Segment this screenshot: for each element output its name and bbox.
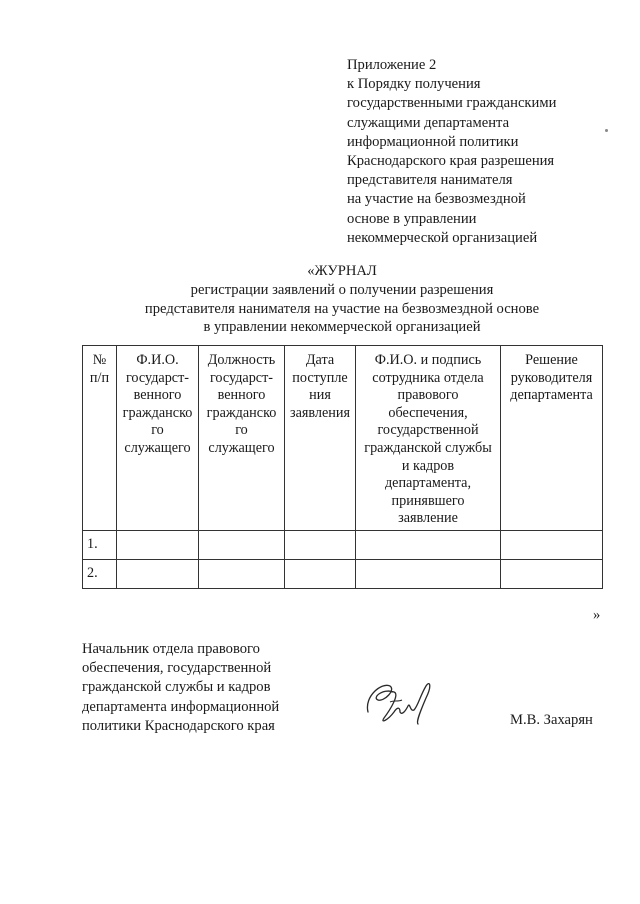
- table-cell: [117, 531, 199, 560]
- appendix-block: [347, 56, 627, 248]
- appendix-line: основе в управлении: [347, 210, 477, 227]
- signer-position-line: обеспечения, государственной: [82, 660, 272, 677]
- header-receipt-date: Дата поступле ния заявления: [285, 346, 356, 531]
- signer-position-line: департамента информационной: [82, 698, 280, 715]
- table-cell: [501, 560, 603, 589]
- journal-title-line: представителя нанимателя на участие на безвозмездной основе: [144, 300, 540, 317]
- header-head-decision: Решение руководителя департамента: [501, 346, 603, 531]
- table-cell: [356, 560, 501, 589]
- appendix-line: к Порядку получения: [347, 76, 481, 93]
- table-cell: [199, 560, 285, 589]
- scan-speck: [605, 129, 608, 132]
- appendix-line: на участие на безвозмездной: [347, 191, 526, 208]
- appendix-line: представителя нанимателя: [347, 172, 513, 189]
- appendix-line: служащими департамента: [347, 114, 510, 131]
- table-cell: [285, 560, 356, 589]
- appendix-line: Приложение 2: [347, 57, 437, 73]
- closing-quote: »: [593, 607, 601, 623]
- table-cell-number: 2.: [83, 560, 117, 589]
- journal-title-line: в управлении некоммерческой организацией: [203, 319, 481, 336]
- registration-table: [82, 345, 603, 589]
- signer-position: [82, 640, 279, 736]
- table-row: [83, 531, 603, 560]
- appendix-line: Краснодарского края разрешения: [347, 153, 555, 170]
- appendix-line: информационной политики: [347, 133, 519, 150]
- journal-title-line: «ЖУРНАЛ: [307, 263, 377, 279]
- appendix-line: государственными гражданскими: [347, 95, 557, 112]
- table-cell: [285, 531, 356, 560]
- header-employee-name: Ф.И.О. государст- венного гражданско го служащего: [117, 346, 199, 531]
- journal-title-line: регистрации заявлений о получении разрешения: [190, 281, 494, 298]
- header-employee-position: Должность государст- венного гражданско го служащего: [199, 346, 285, 531]
- journal-title: [80, 262, 604, 337]
- table-cell: [117, 560, 199, 589]
- header-receiving-officer: Ф.И.О. и подпись сотрудника отдела правового обеспечения, государственной гражданской службы и кадров департамента, принявшего заявление: [356, 346, 501, 531]
- appendix-line: некоммерческой организацией: [347, 229, 538, 246]
- signer-position-line: Начальник отдела правового: [82, 641, 260, 657]
- handwritten-signature: [360, 672, 440, 734]
- header-number: № п/п: [83, 346, 117, 531]
- table-cell: [501, 531, 603, 560]
- table-cell-number: 1.: [83, 531, 117, 560]
- signer-position-line: политики Краснодарского края: [82, 717, 275, 734]
- table-cell: [356, 531, 501, 560]
- table-row: [83, 560, 603, 589]
- table-cell: [199, 531, 285, 560]
- signer-name: М.В. Захарян: [510, 712, 593, 728]
- signer-position-line: гражданской службы и кадров: [82, 679, 271, 696]
- table-header-row: [83, 346, 603, 531]
